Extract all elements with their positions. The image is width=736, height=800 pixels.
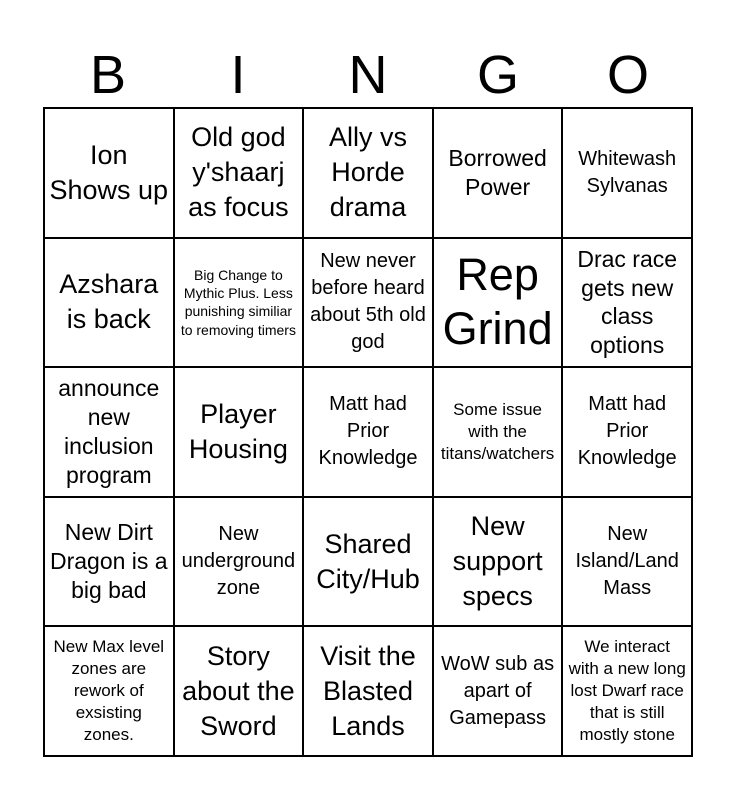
header-letter-n: N <box>348 45 388 105</box>
header-letter-i: I <box>230 45 246 105</box>
header-letter-o: O <box>606 45 649 105</box>
bingo-header <box>43 44 693 106</box>
bingo-cell[interactable]: We interact with a new long lost Dwarf race that is still mostly stone <box>562 626 692 756</box>
bingo-cell[interactable]: Big Change to Mythic Plus. Less punishing similiar to removing timers <box>174 238 304 368</box>
bingo-cell[interactable]: Whitewash Sylvanas <box>562 108 692 238</box>
bingo-cell[interactable]: Rep Grind <box>433 238 563 368</box>
bingo-cell[interactable]: Player Housing <box>174 367 304 497</box>
bingo-cell[interactable]: New Island/Land Mass <box>562 497 692 627</box>
bingo-cell[interactable]: Story about the Sword <box>174 626 304 756</box>
bingo-cell[interactable]: Shared City/Hub <box>303 497 433 627</box>
bingo-cell[interactable]: New underground zone <box>174 497 304 627</box>
bingo-cell[interactable]: Old god y'shaarj as focus <box>174 108 304 238</box>
bingo-cell[interactable]: Some issue with the titans/watchers <box>433 367 563 497</box>
bingo-cell[interactable]: Ally vs Horde drama <box>303 108 433 238</box>
header-letter-b: B <box>89 45 127 105</box>
bingo-cell[interactable]: New never before heard about 5th old god <box>303 238 433 368</box>
header-letter-g: G <box>476 45 519 105</box>
bingo-cell[interactable]: New Max level zones are rework of exsisting zones. <box>44 626 174 756</box>
bingo-cell[interactable]: New Dirt Dragon is a big bad <box>44 497 174 627</box>
bingo-cell[interactable]: Drac race gets new class options <box>562 238 692 368</box>
bingo-cell[interactable]: Visit the Blasted Lands <box>303 626 433 756</box>
bingo-board <box>43 107 693 757</box>
bingo-cell[interactable]: Matt had Prior Knowledge <box>562 367 692 497</box>
bingo-cell[interactable]: New support specs <box>433 497 563 627</box>
bingo-cell[interactable]: WoW sub as apart of Gamepass <box>433 626 563 756</box>
bingo-cell[interactable]: Borrowed Power <box>433 108 563 238</box>
bingo-cell[interactable]: Matt had Prior Knowledge <box>303 367 433 497</box>
bingo-cell[interactable]: Ion Shows up <box>44 108 174 238</box>
bingo-cell[interactable]: Azshara is back <box>44 238 174 368</box>
bingo-cell[interactable]: announce new inclusion program <box>44 367 174 497</box>
